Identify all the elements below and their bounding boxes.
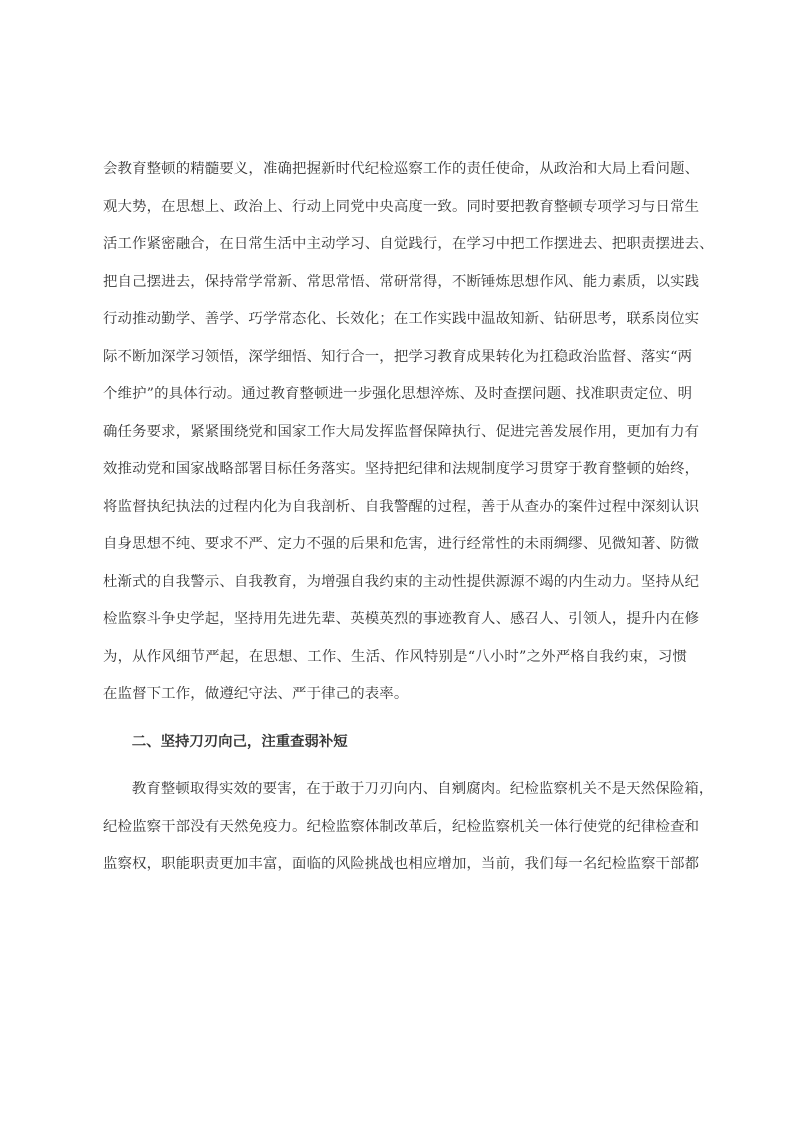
text-line: 将监督执纪执法的过程内化为自我剖析、自我警醒的过程，善于从查办的案件过程中深刻认识 [103,498,700,515]
text-line: 会教育整顿的精髓要义，准确把握新时代纪检巡察工作的责任使命，从政治和大局上看问题、 [103,161,700,177]
text-line: 个维护”的具体行动。通过教育整顿进一步强化思想淬炼、及时查摆问题、找准职责定位、明 [103,386,693,402]
text-line: 在监督下工作，做遵纪守法、严于律己的表率。 [103,686,409,702]
text-line: 际不断加深学习领悟，深学细悟、知行合一，把学习教育成果转化为扛稳政治监督、落实“两 [103,348,693,365]
text-line: 为，从作风细节严起，在思想、工作、生活、作风特别是“八小时”之外严格自我约束，习惯 [103,648,687,665]
document-page [103,151,714,884]
text-line: 活工作紧密融合，在日常生活中主动学习、自觉践行，在学习中把工作摆进去、把职责摆进去、 [103,236,714,252]
section-heading: 二、坚持刀刃向己，注重查弱补短 [131,733,348,750]
text-line: 监察权，职能职责更加丰富，面临的风险挑战也相应增加，当前，我们每一名纪检监察干部都 [103,856,700,872]
text-line: 杜渐式的自我警示、自我教育，为增强自我约束的主动性提供源源不竭的内生动力。坚持从纪 [103,573,700,590]
text-line: 自身思想不纯、要求不严、定力不强的后果和危害，进行经常性的未雨绸缪、见微知著、防微 [103,536,700,552]
text-line: 纪检监察干部没有天然免疫力。纪检监察体制改革后，纪检监察机关一体行使党的纪律检查和 [103,818,700,835]
text-line: 效推动党和国家战略部署目标任务落实。坚持把纪律和法规制度学习贯穿于教育整顿的始终， [103,461,700,477]
text-line: 检监察斗争史学起，坚持用先进先辈、英模英烈的事迹教育人、感召人、引领人，提升内在修 [103,611,700,627]
text-line: 把自己摆进去，保持常学常新、常思常悟、常研常得，不断锤炼思想作风、能力素质，以实践 [103,273,700,290]
text-line: 行动推动勤学、善学、巧学常态化、长效化；在工作实践中温故知新、钻研思考，联系岗位实 [103,311,700,327]
text-line: 确任务要求，紧紧围绕党和国家工作大局发挥监督保障执行、促进完善发展作用，更加有力有 [103,423,700,440]
text-line: 观大势，在思想上、政治上、行动上同党中央高度一致。同时要把教育整顿专项学习与日常生 [103,198,700,215]
text-line: 教育整顿取得实效的要害，在于敢于刀刃向内、自剜腐肉。纪检监察机关不是天然保险箱， [131,781,714,797]
body-paragraph-1 [103,151,714,714]
body-paragraph-2 [103,771,714,884]
